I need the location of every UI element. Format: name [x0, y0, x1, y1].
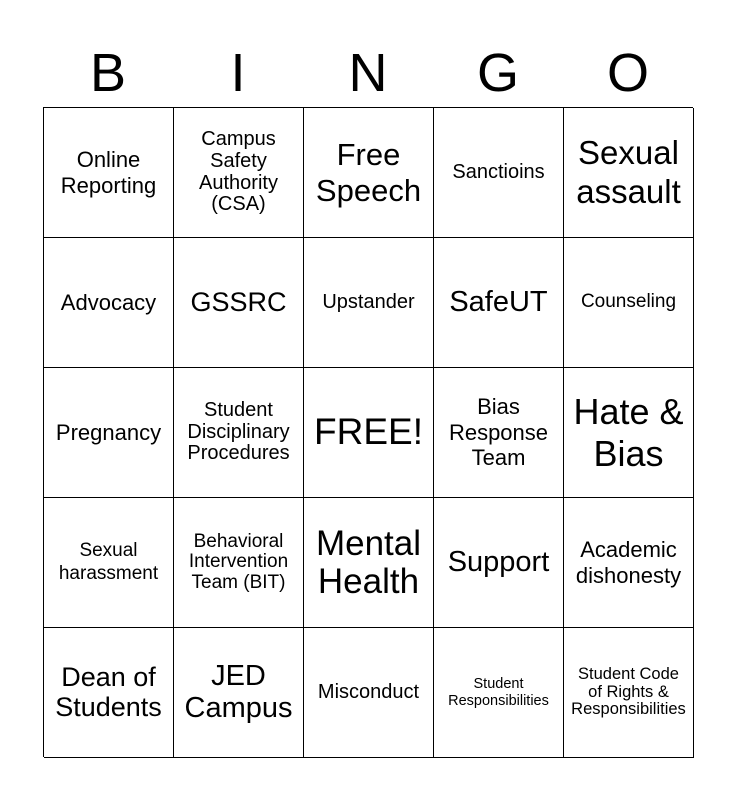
- bingo-cell-label: Sexual assault: [576, 134, 681, 210]
- bingo-cell-label: Upstander: [322, 290, 415, 313]
- bingo-cell: [434, 108, 564, 238]
- bingo-cell-label: Student Responsibilities: [448, 675, 549, 709]
- bingo-cell: [564, 498, 694, 628]
- bingo-cell-label: Misconduct: [317, 680, 420, 703]
- header-letter-g: G: [476, 43, 519, 103]
- bingo-cell: [434, 368, 564, 498]
- bingo-cell-label: Free Speech: [315, 136, 422, 208]
- bingo-cell: [304, 628, 434, 758]
- bingo-cell: [304, 108, 434, 238]
- bingo-cell-label: Student Disciplinary Procedures: [187, 399, 290, 465]
- bingo-cell: [174, 238, 304, 368]
- bingo-cell-label: Advocacy: [60, 289, 157, 315]
- header-letter-n: N: [348, 43, 388, 103]
- bingo-cell: [564, 238, 694, 368]
- bingo-cell: [174, 108, 304, 238]
- bingo-cell: [564, 368, 694, 498]
- bingo-cell-label: Pregnancy: [55, 419, 162, 445]
- bingo-cell-label: Hate & Bias: [573, 390, 684, 474]
- bingo-cell-label: SafeUT: [449, 285, 548, 318]
- bingo-cell: [564, 628, 694, 758]
- bingo-cell-label: Sanctioins: [452, 160, 545, 183]
- header-letter-i: I: [230, 43, 246, 103]
- bingo-cell: [44, 108, 174, 238]
- bingo-cell-label: Counseling: [580, 291, 677, 313]
- bingo-cell: [174, 628, 304, 758]
- free-space: [304, 368, 434, 498]
- bingo-board: [43, 107, 693, 757]
- bingo-cell: [564, 108, 694, 238]
- bingo-cell-label: GSSRC: [190, 286, 287, 317]
- bingo-cell: [44, 238, 174, 368]
- bingo-cell-label: JED Campus: [184, 660, 293, 724]
- bingo-cell: [304, 498, 434, 628]
- bingo-cell-label: Support: [447, 545, 550, 578]
- bingo-header: [43, 38, 693, 108]
- bingo-cell-label: Behavioral Intervention Team (BIT): [188, 530, 289, 593]
- bingo-cell: [44, 628, 174, 758]
- bingo-cell-label: Online Reporting: [60, 146, 157, 198]
- bingo-cell-label: Sexual harassment: [58, 540, 159, 584]
- bingo-cell-label: Mental Health: [315, 523, 422, 601]
- bingo-cell-label: Student Code of Rights & Responsibilities: [571, 664, 686, 719]
- bingo-cell: [174, 498, 304, 628]
- bingo-cell: [434, 498, 564, 628]
- bingo-cell: [434, 628, 564, 758]
- header-letter-o: O: [606, 43, 649, 103]
- bingo-cell-label: Bias Response Team: [448, 394, 549, 471]
- bingo-cell: [44, 498, 174, 628]
- bingo-cell: [174, 368, 304, 498]
- bingo-cell-label: Dean of Students: [55, 662, 162, 722]
- bingo-cell: [44, 368, 174, 498]
- bingo-cell-label: Campus Safety Authority (CSA): [199, 128, 278, 216]
- header-letter-b: B: [89, 43, 127, 103]
- bingo-cell: [304, 238, 434, 368]
- free-space-label: FREE!: [314, 411, 423, 453]
- bingo-cell: [434, 238, 564, 368]
- bingo-cell-label: Academic dishonesty: [575, 536, 682, 588]
